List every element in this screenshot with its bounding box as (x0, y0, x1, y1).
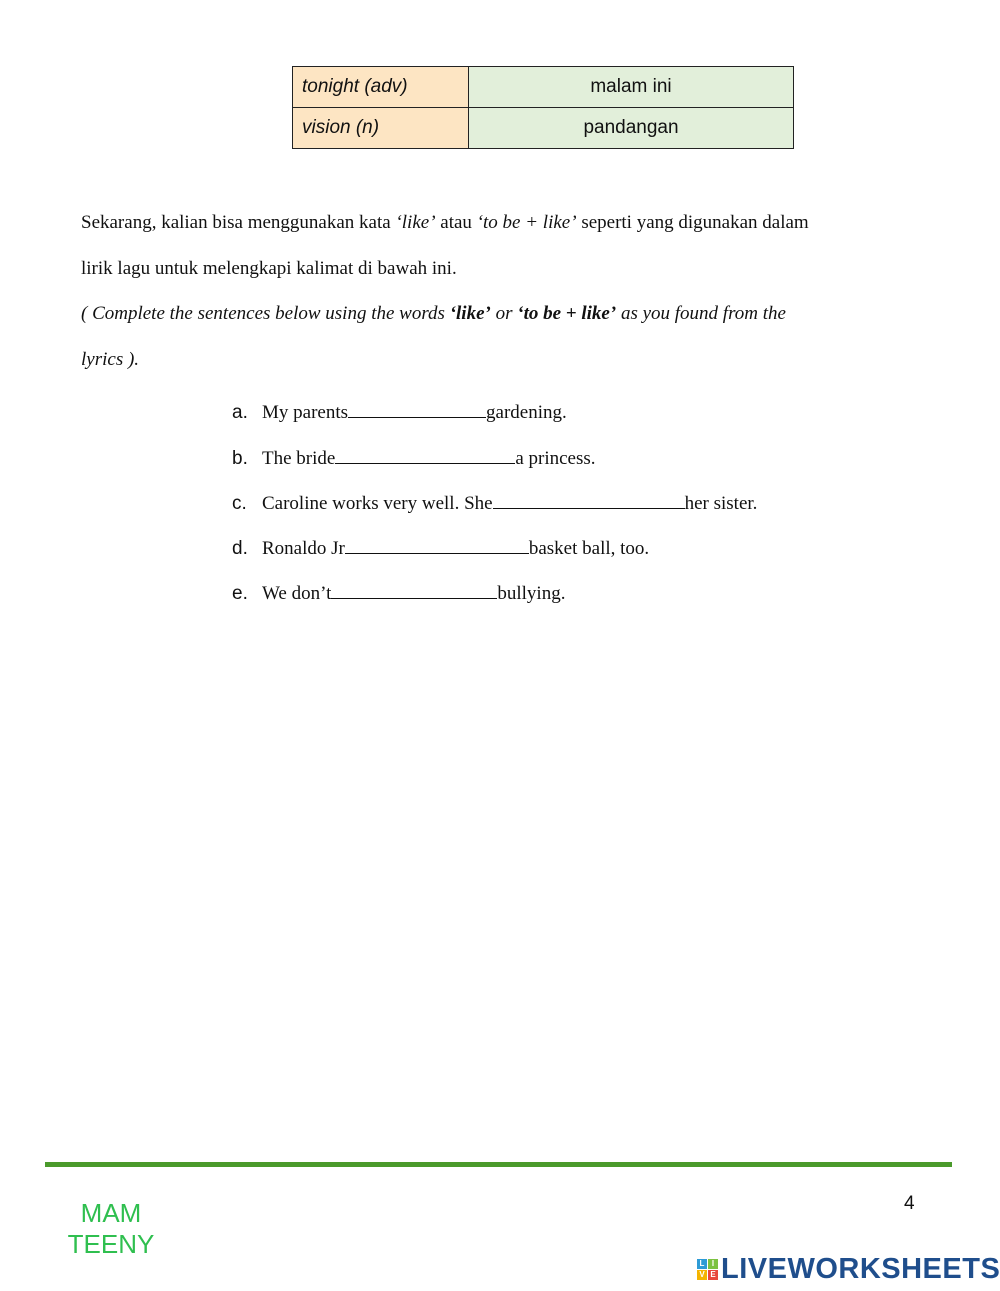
logo-square: L (697, 1259, 707, 1269)
question-item (232, 402, 567, 424)
logo-square: E (708, 1270, 718, 1280)
answer-blank[interactable] (493, 493, 685, 509)
instruction-text: or (490, 303, 518, 324)
question-letter: d. (232, 538, 248, 559)
question-letter: b. (232, 448, 248, 469)
question-text-before: Caroline works very well. She (262, 493, 493, 514)
page-number: 4 (904, 1193, 915, 1214)
vocab-row (293, 108, 794, 149)
vocab-row (293, 67, 794, 108)
question-letter: c. (232, 493, 247, 514)
instruction-english-line2: lyrics ). (81, 349, 140, 370)
instruction-text: as you found from the (616, 303, 786, 324)
vocab-meaning: malam ini (469, 67, 794, 108)
question-item (232, 538, 649, 560)
question-text-before: The bride (262, 448, 336, 469)
answer-blank[interactable] (331, 583, 497, 599)
answer-blank[interactable] (348, 402, 486, 418)
question-text-after: a princess. (515, 448, 596, 469)
question-text-after: basket ball, too. (528, 538, 650, 559)
question-text-after: gardening. (486, 402, 567, 423)
keyword-to-be-like: ‘to be + like’ (476, 212, 577, 233)
logo-text: LIVEWORKSHEETS (721, 1253, 1000, 1285)
vocab-word: tonight (adv) (293, 67, 469, 108)
instruction-indonesian-line2: lirik lagu untuk melengkapi kalimat di bawah ini. (81, 258, 457, 279)
answer-blank[interactable] (345, 538, 529, 554)
brand-line: TEENY (67, 1229, 155, 1259)
instruction-text: atau (435, 212, 477, 233)
answer-blank[interactable] (335, 448, 515, 464)
question-item (232, 493, 757, 515)
instruction-english-line1 (81, 303, 786, 325)
footer-divider (45, 1162, 952, 1167)
vocab-word: vision (n) (293, 108, 469, 149)
question-text-before: Ronaldo Jr (262, 538, 345, 559)
question-letter: e. (232, 583, 248, 604)
vocabulary-table (292, 66, 794, 149)
instruction-indonesian-line1 (81, 212, 809, 234)
question-item (232, 583, 565, 605)
question-text-after: her sister. (684, 493, 758, 514)
liveworksheets-logo[interactable] (697, 1253, 1000, 1286)
logo-square: I (708, 1259, 718, 1269)
question-text-after: bullying. (497, 583, 566, 604)
author-brand (66, 1198, 156, 1260)
logo-mark-icon (697, 1259, 718, 1280)
question-item (232, 448, 596, 470)
question-text-before: We don’t (262, 583, 332, 604)
keyword-like: ‘like’ (449, 303, 491, 324)
question-letter: a. (232, 402, 248, 423)
instruction-text: Sekarang, kalian bisa menggunakan kata (81, 212, 396, 233)
question-text-before: My parents (262, 402, 349, 423)
vocab-meaning: pandangan (469, 108, 794, 149)
keyword-to-be-like: ‘to be + like’ (517, 303, 617, 324)
brand-line: MAM (80, 1198, 142, 1228)
logo-square: V (697, 1270, 707, 1280)
instruction-text: seperti yang digunakan dalam (576, 212, 809, 233)
keyword-like: ‘like’ (395, 212, 436, 233)
instruction-text: ( Complete the sentences below using the words (81, 303, 450, 324)
